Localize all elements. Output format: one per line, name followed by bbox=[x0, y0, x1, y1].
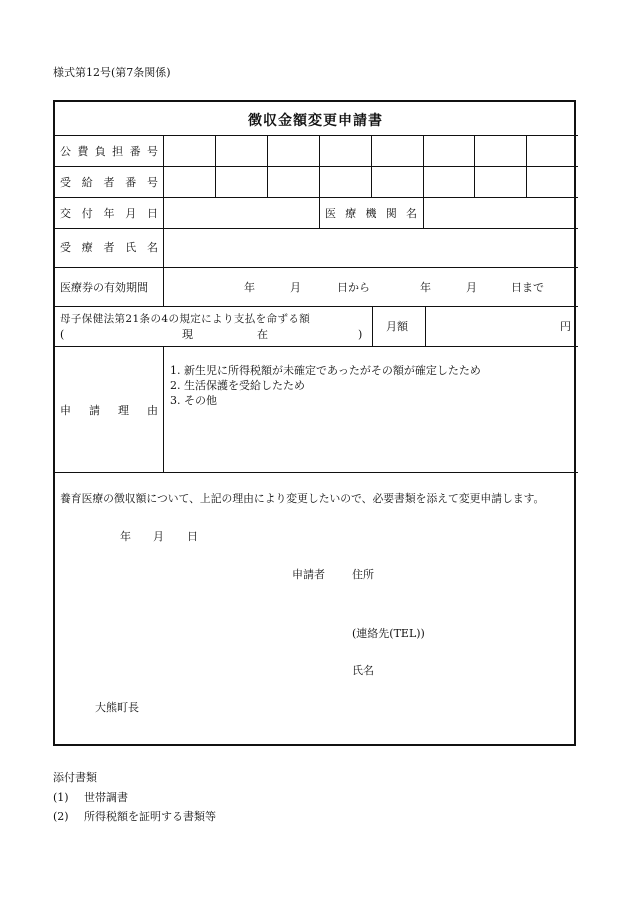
row-line bbox=[53, 135, 578, 136]
issue-date-divider bbox=[319, 197, 320, 228]
label-char: 療 bbox=[81, 241, 93, 254]
monthly-label: 月額 bbox=[386, 320, 408, 333]
label-char: 交 bbox=[60, 207, 71, 220]
form-number: 様式第12号(第7条関係) bbox=[53, 66, 171, 79]
number-cell-divider bbox=[474, 135, 475, 197]
validity-to-year: 年 bbox=[420, 281, 431, 294]
yen-unit: 円 bbox=[560, 320, 571, 333]
label-char: 公 bbox=[60, 145, 71, 158]
validity-from-year: 年 bbox=[244, 281, 255, 294]
amount-label-open: ( bbox=[60, 328, 65, 341]
label-char: 名 bbox=[406, 207, 417, 220]
label-char: 号 bbox=[147, 176, 158, 189]
row-line bbox=[53, 306, 578, 307]
label-char: 申 bbox=[60, 404, 71, 417]
validity-from-month: 月 bbox=[290, 281, 301, 294]
medical-institution-label bbox=[325, 208, 417, 219]
number-cell-divider bbox=[371, 135, 372, 197]
issue-date-label bbox=[60, 208, 158, 219]
reason-item: 3. その他 bbox=[170, 394, 217, 407]
public-burden-number-label bbox=[60, 146, 158, 157]
label-char: 関 bbox=[385, 207, 397, 220]
label-char: 機 bbox=[365, 207, 377, 220]
label-char: 給 bbox=[81, 176, 93, 189]
amount-divider bbox=[425, 306, 426, 346]
date-day: 日 bbox=[187, 530, 198, 543]
attachment-text: 世帯調書 bbox=[84, 791, 128, 804]
label-char: 号 bbox=[146, 145, 158, 158]
attachment-text: 所得税額を証明する書類等 bbox=[84, 810, 216, 823]
label-char: 年 bbox=[103, 207, 115, 220]
label-char: 氏 bbox=[125, 241, 137, 254]
label-char: 者 bbox=[103, 241, 115, 254]
label-char: 番 bbox=[125, 176, 137, 189]
label-char: 受 bbox=[60, 176, 71, 189]
row-line bbox=[53, 197, 578, 198]
attachments-title: 添付書類 bbox=[53, 771, 97, 784]
label-char: 由 bbox=[147, 404, 158, 417]
label-char: 負 bbox=[94, 145, 106, 158]
issue-date-divider bbox=[423, 197, 424, 228]
date-month: 月 bbox=[153, 530, 164, 543]
label-char: 付 bbox=[81, 207, 93, 220]
label-char: 医 bbox=[325, 207, 336, 220]
label-divider bbox=[163, 135, 164, 306]
row-line bbox=[53, 267, 578, 268]
row-line bbox=[53, 472, 578, 473]
amount-divider bbox=[372, 306, 373, 346]
recipient-mayor: 大熊町長 bbox=[95, 701, 139, 714]
recipient-number-label bbox=[60, 177, 158, 188]
label-char: 月 bbox=[125, 207, 137, 220]
applicant-label: 申請者 bbox=[292, 568, 325, 581]
number-cell-divider bbox=[319, 135, 320, 197]
label-divider bbox=[163, 346, 164, 472]
attachment-number: (2) bbox=[53, 810, 69, 823]
number-cell-divider bbox=[215, 135, 216, 197]
label-char: 費 bbox=[77, 145, 89, 158]
amount-label-now: 現 bbox=[182, 328, 193, 341]
row-line bbox=[53, 228, 578, 229]
label-char: 療 bbox=[345, 207, 357, 220]
validity-to-day: 日まで bbox=[511, 281, 544, 294]
label-char: 者 bbox=[103, 176, 115, 189]
label-char: 名 bbox=[147, 241, 158, 254]
reason-label bbox=[60, 405, 158, 416]
row-line bbox=[53, 166, 578, 167]
reason-item: 1. 新生児に所得税額が未確定であったがその額が確定したため bbox=[170, 364, 481, 377]
label-char: 理 bbox=[118, 404, 129, 417]
number-cell-divider bbox=[423, 135, 424, 197]
validity-label: 医療券の有効期間 bbox=[60, 281, 148, 294]
applicant-name-label: 氏名 bbox=[352, 664, 374, 677]
form-title: 徴収金額変更申請書 bbox=[248, 113, 383, 129]
validity-from-day: 日から bbox=[337, 281, 370, 294]
amount-label-line1: 母子保健法第21条の4の規定により支払を命ずる額 bbox=[60, 313, 311, 325]
reason-item: 2. 生活保護を受給したため bbox=[170, 379, 305, 392]
amount-label-close: ) bbox=[358, 328, 363, 341]
row-line bbox=[53, 346, 578, 347]
label-char: 請 bbox=[89, 404, 100, 417]
validity-to-month: 月 bbox=[466, 281, 477, 294]
date-year: 年 bbox=[120, 530, 131, 543]
applicant-contact-label: (連絡先(TEL)) bbox=[352, 627, 425, 640]
amount-label-at: 在 bbox=[257, 328, 268, 341]
label-char: 受 bbox=[60, 241, 71, 254]
label-char: 担 bbox=[112, 145, 124, 158]
statement-text: 養育医療の徴収額について、上記の理由により変更したいので、必要書類を添えて変更申請します。 bbox=[60, 492, 545, 505]
patient-name-label bbox=[60, 242, 158, 253]
number-cell-divider bbox=[526, 135, 527, 197]
label-char: 日 bbox=[147, 207, 158, 220]
applicant-address-label: 住所 bbox=[352, 568, 374, 581]
attachment-number: (1) bbox=[53, 791, 69, 804]
number-cell-divider bbox=[267, 135, 268, 197]
label-char: 番 bbox=[129, 145, 141, 158]
